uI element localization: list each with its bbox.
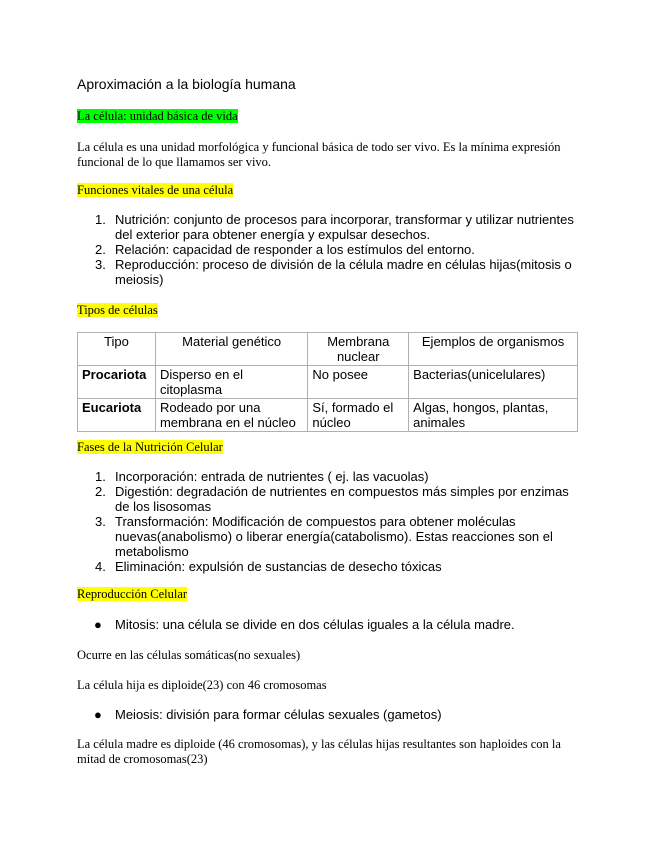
heading-highlight: Funciones vitales de una célula	[77, 183, 234, 197]
list-item: ● Meiosis: división para formar células sexuales (gametos)	[94, 707, 442, 722]
table-header-row	[78, 333, 578, 366]
celula-paragraph: La célula es una unidad morfológica y funcional básica de todo ser vivo. Es la mínima expresión funcional de lo que llamamos ser vivo.	[77, 140, 561, 169]
mitosis-note-2: La célula hija es diploide(23) con 46 cromosomas	[77, 678, 327, 692]
table-cell: Eucariota	[78, 399, 156, 432]
document-title: Aproximación a la biología humana	[77, 76, 296, 92]
table-row	[78, 399, 578, 432]
section-heading-tipos	[77, 303, 158, 318]
cell-types-table	[77, 332, 578, 432]
heading-highlight: Fases de la Nutrición Celular	[77, 440, 223, 454]
table-cell: Rodeado por una membrana en el núcleo	[155, 399, 307, 432]
bullet-icon: ●	[94, 707, 102, 722]
column-header: Membrana nuclear	[308, 333, 409, 366]
funciones-list	[77, 212, 579, 287]
heading-highlight: La célula: unidad básica de vida	[77, 109, 238, 123]
mitosis-note-1: Ocurre en las células somáticas(no sexuales)	[77, 648, 301, 662]
heading-highlight: Reproducción Celular	[77, 587, 188, 601]
list-item: 3. Transformación: Modificación de compuestos para obtener moléculas nuevas(anabolismo) o liberar energía(catabolismo). Estas reacciones son el metabolismo	[95, 514, 553, 559]
section-heading-fases	[77, 440, 223, 455]
bullet-icon: ●	[94, 617, 102, 632]
mitosis-list	[77, 617, 579, 632]
table-cell: Disperso en el citoplasma	[155, 366, 307, 399]
meiosis-note: La célula madre es diploide (46 cromosomas), y las células hijas resultantes son haploides con la mitad de cromosomas(23)	[77, 737, 561, 766]
table-cell: Procariota	[78, 366, 156, 399]
table-cell: Bacterias(unicelulares)	[409, 366, 578, 399]
table-cell: Sí, formado el núcleo	[308, 399, 409, 432]
list-item: 1. Nutrición: conjunto de procesos para incorporar, transformar y utilizar nutrientes del exterior para obtener energía y expulsar desechos.	[95, 212, 574, 242]
section-heading-reproduccion	[77, 587, 187, 602]
column-header: Tipo	[78, 333, 156, 366]
list-item: 2. Digestión: degradación de nutrientes en compuestos más simples por enzimas de los lisosomas	[95, 484, 569, 514]
fases-list	[77, 469, 579, 574]
table-cell: Algas, hongos, plantas, animales	[409, 399, 578, 432]
list-item: 1. Incorporación: entrada de nutrientes ( ej. las vacuolas)	[95, 469, 429, 484]
heading-highlight: Tipos de células	[77, 303, 158, 317]
list-item: 2. Relación: capacidad de responder a los estímulos del entorno.	[95, 242, 475, 257]
list-item: ● Mitosis: una célula se divide en dos células iguales a la célula madre.	[94, 617, 515, 632]
column-header: Material genético	[155, 333, 307, 366]
list-item: 4. Eliminación: expulsión de sustancias de desecho tóxicas	[95, 559, 442, 574]
section-heading-celula	[77, 109, 238, 124]
table-cell: No posee	[308, 366, 409, 399]
table-row	[78, 366, 578, 399]
column-header: Ejemplos de organismos	[409, 333, 578, 366]
list-item: 3. Reproducción: proceso de división de la célula madre en células hijas(mitosis o meiosis)	[95, 257, 572, 287]
section-heading-funciones	[77, 183, 233, 198]
meiosis-list	[77, 707, 579, 722]
